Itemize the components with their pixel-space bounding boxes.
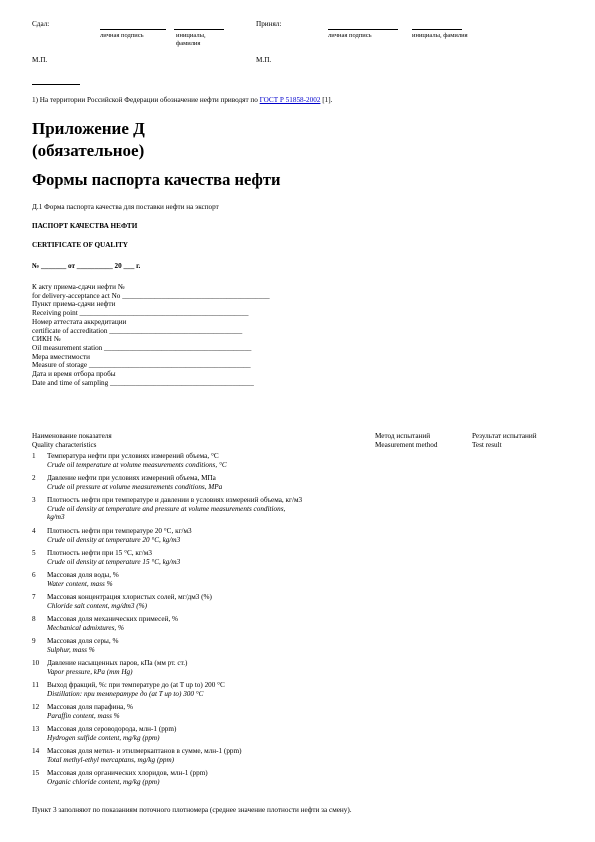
list-item <box>32 615 178 632</box>
footnote-text: 1) На территории Российской Федерации обозначение нефти приводят по <box>32 96 260 104</box>
item-name-ru: Выход фракций, %: при температуре до (at T up to) 200 °С <box>47 681 225 689</box>
item-name-en: kg/m3 <box>47 513 65 521</box>
signature-caption: личная подпись <box>100 32 144 39</box>
col-method-ru: Метод испытаний <box>375 432 431 440</box>
item-name-en: Crude oil density at temperature 20 °C, kg/m3 <box>47 535 181 544</box>
item-name-en: Crude oil pressure at volume measurements conditions, MPa <box>47 482 223 491</box>
item-number: 7 <box>32 593 36 601</box>
item-name-ru: Массовая доля метил- и этилмеркаптанов в сумме, млн-1 (ppm) <box>47 747 242 755</box>
item-number: 8 <box>32 615 36 623</box>
receiver-label: Принял: <box>256 20 282 28</box>
item-name-en: Crude oil temperature at volume measurements conditions, °C <box>47 460 227 469</box>
field-measure-en: Measure of storage _____________________________________________ <box>32 361 251 370</box>
item-text <box>47 474 222 491</box>
item-text <box>47 615 178 632</box>
field-act-en: for delivery-acceptance act No _________________________________________ <box>32 291 270 300</box>
col-result-en: Test result <box>472 440 502 449</box>
item-name-ru: Плотность нефти при температуре и давлении в условиях измерений объема, кг/м3 <box>47 496 303 504</box>
list-item <box>32 703 133 720</box>
item-name-ru: Массовая доля воды, % <box>47 571 119 579</box>
item-text <box>47 747 242 764</box>
stamp-label-left: М.П. <box>32 56 48 64</box>
name-caption: инициалы, фамилия <box>412 32 468 39</box>
item-name-en: Vapor pressure, kPa (mm Hg) <box>47 667 133 676</box>
form-subtitle: Д.1 Форма паспорта качества для поставки нефти на экспорт <box>32 203 219 211</box>
item-name-ru: Массовая концентрация хлористых солей, мг/дм3 (%) <box>47 593 212 601</box>
field-act-ru: К акту приема-сдачи нефти № <box>32 283 125 291</box>
item-number: 15 <box>32 769 40 777</box>
name-line <box>412 29 462 30</box>
signature-line <box>100 29 166 30</box>
list-item <box>32 637 118 654</box>
item-number: 6 <box>32 571 36 579</box>
footnote-suffix: [1]. <box>320 96 333 104</box>
name-caption: инициалы, фамилия <box>176 32 206 47</box>
item-name-en: Crude oil density at temperature and pressure at volume measurements conditions, <box>47 504 286 513</box>
item-text <box>47 725 176 742</box>
item-number: 5 <box>32 549 36 557</box>
note: Пункт 3 заполняют по показаниям поточного плотномера (среднее значение плотности нефти за смену). <box>32 806 352 814</box>
item-name-en: Sulphur, mass % <box>47 645 95 654</box>
field-sampling-en: Date and time of sampling ________________________________________ <box>32 378 254 387</box>
item-number: 13 <box>32 725 40 733</box>
field-accreditation-en: certificate of accreditation _____________________________________ <box>32 326 243 335</box>
item-text <box>47 659 187 676</box>
list-item <box>32 527 192 544</box>
item-number: 11 <box>32 681 39 689</box>
item-number: 1 <box>32 452 36 460</box>
item-text <box>47 769 208 786</box>
item-name-en: Total methyl-ethyl mercaptans, mg/kg (ppm) <box>47 755 175 764</box>
list-item <box>32 593 212 610</box>
field-station-ru: СИКН № <box>32 335 61 344</box>
header-fields <box>32 283 270 387</box>
section-heading <box>32 170 281 190</box>
certificate-number-line: № _______ от __________ 20 ___ г. <box>32 262 141 270</box>
col-header-result <box>472 432 537 449</box>
list-item <box>32 452 227 469</box>
item-name-ru: Давление нефти при условиях измерений объема, МПа <box>47 474 216 482</box>
footnote <box>32 96 332 104</box>
item-number: 10 <box>32 659 40 667</box>
item-number: 2 <box>32 474 36 482</box>
item-name-en: Paraffin content, mass % <box>47 711 120 720</box>
item-name-ru: Температура нефти при условиях измерений объема, °С <box>47 452 219 460</box>
item-name-en: Organic chloride content, mg/kg (ppm) <box>47 777 160 786</box>
item-name-en: Chloride salt content, mg/dm3 (%) <box>47 601 148 610</box>
col-header-method <box>375 432 437 449</box>
list-item <box>32 659 187 676</box>
stamp-label-right: М.П. <box>256 56 272 64</box>
appendix-status: (обязательное) <box>32 141 145 160</box>
item-number: 14 <box>32 747 40 755</box>
field-sampling-ru: Дата и время отбора пробы <box>32 370 116 379</box>
field-point-ru: Пункт приема-сдачи нефти <box>32 300 116 309</box>
item-text <box>47 637 118 654</box>
signature-caption: личная подпись <box>328 32 372 39</box>
item-number: 12 <box>32 703 40 711</box>
item-text <box>47 452 227 469</box>
col-result-ru: Результат испытаний <box>472 432 537 440</box>
passport-title-en: CERTIFICATE OF QUALITY <box>32 241 128 249</box>
col-method-en: Measurement method <box>375 440 438 449</box>
field-station-en: Oil measurement station _________________________________________ <box>32 343 252 352</box>
item-name-ru: Плотность нефти при температуре 20 °С, кг/м3 <box>47 527 192 535</box>
item-text <box>47 496 302 522</box>
item-name-ru: Массовая доля серы, % <box>47 637 119 645</box>
passport-title-ru: ПАСПОРТ КАЧЕСТВА НЕФТИ <box>32 222 138 230</box>
col-name-ru: Наименование показателя <box>32 432 112 440</box>
gost-link[interactable]: ГОСТ Р 51858-2002 <box>259 96 321 104</box>
list-item <box>32 725 176 742</box>
list-item <box>32 549 180 566</box>
field-point-en: Receiving point _______________________________________________ <box>32 309 249 318</box>
item-name-ru: Массовая доля парафина, % <box>47 703 133 711</box>
list-item <box>32 747 242 764</box>
appendix-heading <box>32 118 145 162</box>
list-item <box>32 769 208 786</box>
item-name-en: Mechanical admixtures, % <box>47 623 124 632</box>
item-name-en: Hydrogen sulfide content, mg/kg (ppm) <box>47 733 160 742</box>
appendix-title: Приложение Д <box>32 119 145 138</box>
item-text <box>47 703 133 720</box>
name-line <box>174 29 224 30</box>
item-name-ru: Массовая доля органических хлоридов, млн-1 (ppm) <box>47 769 208 777</box>
item-name-ru: Массовая доля сероводорода, млн-1 (ppm) <box>47 725 177 733</box>
field-accreditation-ru: Номер аттестата аккредитации <box>32 317 127 326</box>
list-item <box>32 681 225 698</box>
item-text <box>47 571 119 588</box>
item-name-en: Water content, mass % <box>47 579 113 588</box>
col-name-en: Quality characteristics <box>32 440 97 449</box>
signature-line <box>328 29 398 30</box>
item-name-ru: Плотность нефти при 15 °С, кг/м3 <box>47 549 152 557</box>
item-name-en: Crude oil density at temperature 15 °C, kg/m3 <box>47 557 181 566</box>
item-text <box>47 549 180 566</box>
item-name-ru: Массовая доля механических примесей, % <box>47 615 179 623</box>
item-text <box>47 593 212 610</box>
item-text <box>47 681 225 698</box>
handover-label: Сдал: <box>32 20 50 28</box>
item-text <box>47 527 192 544</box>
item-number: 4 <box>32 527 36 535</box>
item-name-ru: Давление насыщенных паров, кПа (мм рт. ст.) <box>47 659 188 667</box>
item-name-en: Distillation: при температуре до (at T up to) 300 °С <box>47 689 204 698</box>
list-item <box>32 496 302 522</box>
item-number: 3 <box>32 496 36 504</box>
list-item <box>32 474 222 491</box>
field-measure-ru: Мера вместимости <box>32 352 90 361</box>
list-item <box>32 571 119 588</box>
item-number: 9 <box>32 637 36 645</box>
col-header-name <box>32 432 112 449</box>
footnote-divider <box>32 84 80 85</box>
section-title: Формы паспорта качества нефти <box>32 170 281 189</box>
